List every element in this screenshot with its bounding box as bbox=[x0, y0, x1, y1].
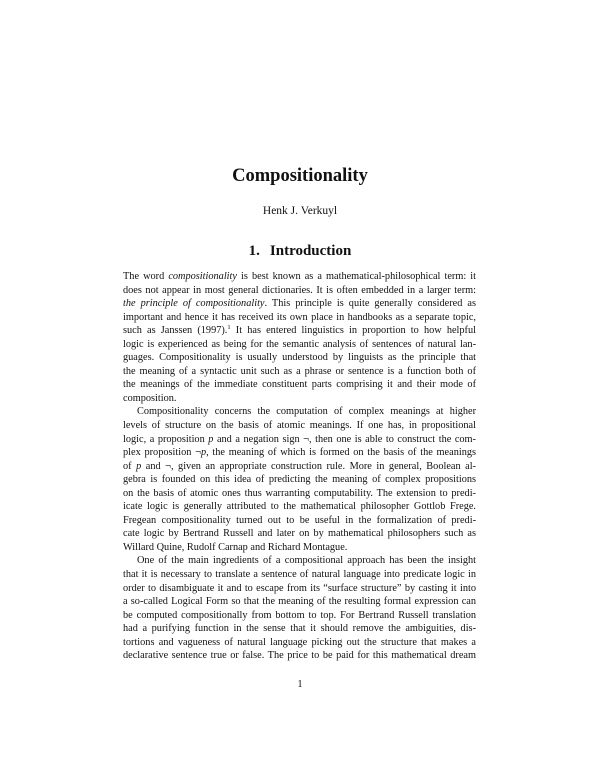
text-segment: guages. Compositionality is usually understood by linguists as the principle that bbox=[123, 352, 476, 364]
text-segment: the meaning of a syntactic unit such as a phrase or sentence is a function both of bbox=[123, 365, 476, 377]
text-segment: order to disambiguate it and to escape from its “surface structure” by casting it into bbox=[123, 582, 476, 594]
text-segment: gebra is founded on this idea of predicting the meaning of complex propositions bbox=[123, 474, 476, 486]
text-line bbox=[123, 595, 476, 609]
text-segment: tortions and vagueness of natural language picking out the structure that makes a bbox=[123, 636, 476, 648]
italic-text: p bbox=[136, 460, 142, 472]
text-line bbox=[123, 433, 476, 447]
text-segment: and a negation sign ¬, then one is able to construct the com- bbox=[213, 433, 476, 445]
text-segment: cate logic by Bertrand Russell and later on by mathematical philosophers such as bbox=[123, 528, 476, 540]
section-number: 1. bbox=[248, 243, 260, 259]
text-line bbox=[123, 649, 476, 663]
text-segment: plex proposition ¬ bbox=[123, 447, 201, 459]
text-segment: such as Janssen (1997). bbox=[123, 325, 228, 337]
body-text bbox=[123, 270, 476, 663]
text-segment: had a purifying function in the sense that it should remove the ambiguities, dis- bbox=[123, 623, 476, 635]
text-segment: , the meaning of which is formed on the basis of the meanings bbox=[206, 447, 477, 459]
author-name: Henk J. Verkuyl bbox=[262, 205, 338, 217]
text-line bbox=[123, 297, 476, 311]
text-segment: on the basis of atomic ones thus warranting computability. The extension to predi- bbox=[123, 487, 476, 499]
text-segment: of bbox=[123, 460, 137, 472]
text-segment: logic, a proposition bbox=[123, 433, 209, 445]
text-line bbox=[123, 460, 476, 474]
text-segment: logic is experienced as being for the semantic analysis of sentences of natural lan- bbox=[123, 338, 476, 350]
text-line bbox=[123, 324, 476, 338]
text-line bbox=[123, 378, 476, 392]
text-segment: that it is necessary to translate a sentence of natural language into predicate logic in bbox=[123, 569, 476, 581]
text-line bbox=[123, 311, 476, 325]
text-segment: a so-called Logical Form so that the meaning of the resulting formal expression can bbox=[123, 596, 476, 608]
text-segment: . This principle is quite generally considered as bbox=[264, 298, 476, 310]
text-segment: important and hence it has received its own place in handbooks as a separate topic, bbox=[123, 311, 476, 323]
text-line bbox=[123, 473, 476, 487]
text-line bbox=[123, 405, 476, 419]
text-line bbox=[123, 365, 476, 379]
text-line bbox=[123, 392, 476, 406]
section-title: Introduction bbox=[269, 243, 352, 259]
text-line bbox=[123, 609, 476, 623]
text-segment: declarative sentence true or false. The price to be paid for this mathematical dream bbox=[123, 650, 476, 662]
section-heading bbox=[0, 243, 600, 260]
text-segment: be computed compositionally from bottom to top. For Bertrand Russell translation bbox=[123, 609, 476, 621]
italic-text: p bbox=[208, 433, 214, 445]
page-number: 1 bbox=[297, 679, 303, 690]
text-line bbox=[123, 636, 476, 650]
text-segment: does not appear in most general dictionaries. It is often embedded in a larger term: bbox=[123, 284, 476, 296]
text-line bbox=[123, 338, 476, 352]
text-line bbox=[123, 487, 476, 501]
text-line bbox=[123, 500, 476, 514]
text-segment: It has entered linguistics in proportion to how helpful bbox=[230, 325, 476, 337]
text-segment: Compositionality concerns the computation of complex meanings at higher bbox=[137, 406, 476, 418]
text-segment: The word bbox=[123, 271, 169, 282]
text-segment: Willard Quine, Rudolf Carnap and Richard Montague. bbox=[123, 541, 348, 553]
text-line bbox=[123, 568, 476, 582]
text-line bbox=[123, 622, 476, 636]
footnote-marker: 1 bbox=[227, 324, 231, 332]
text-line bbox=[123, 554, 476, 568]
italic-text: the principle of compositionality bbox=[123, 298, 265, 310]
text-line bbox=[123, 351, 476, 365]
text-line bbox=[123, 446, 476, 460]
text-segment: is best known as a mathematical-philosophical term: it bbox=[236, 271, 476, 282]
text-line bbox=[123, 514, 476, 528]
text-segment: the meanings of the immediate constituent parts comprising it and their mode of bbox=[123, 379, 476, 391]
text-line bbox=[123, 527, 476, 541]
italic-text: p bbox=[200, 447, 207, 459]
text-segment: Fregean compositionality turned out to be useful in the formalization of predi- bbox=[123, 514, 476, 526]
text-segment: levels of structure on the basis of atomic meanings. If one has, in propositional bbox=[123, 420, 476, 432]
text-line bbox=[123, 270, 476, 284]
text-line bbox=[123, 541, 476, 555]
text-line bbox=[123, 419, 476, 433]
text-segment: icate logic is generally attributed to the mathematical philosopher Gottlob Frege. bbox=[123, 501, 476, 513]
text-segment: and ¬, given an appropriate construction rule. More in general, Boolean al- bbox=[141, 460, 476, 472]
text-segment: One of the main ingredients of a compositional approach has been the insight bbox=[137, 555, 476, 567]
italic-text: compositionality bbox=[168, 271, 237, 282]
text-line bbox=[123, 284, 476, 298]
text-line bbox=[123, 582, 476, 596]
text-segment: composition. bbox=[123, 392, 177, 404]
paper-title: Compositionality bbox=[232, 166, 368, 186]
